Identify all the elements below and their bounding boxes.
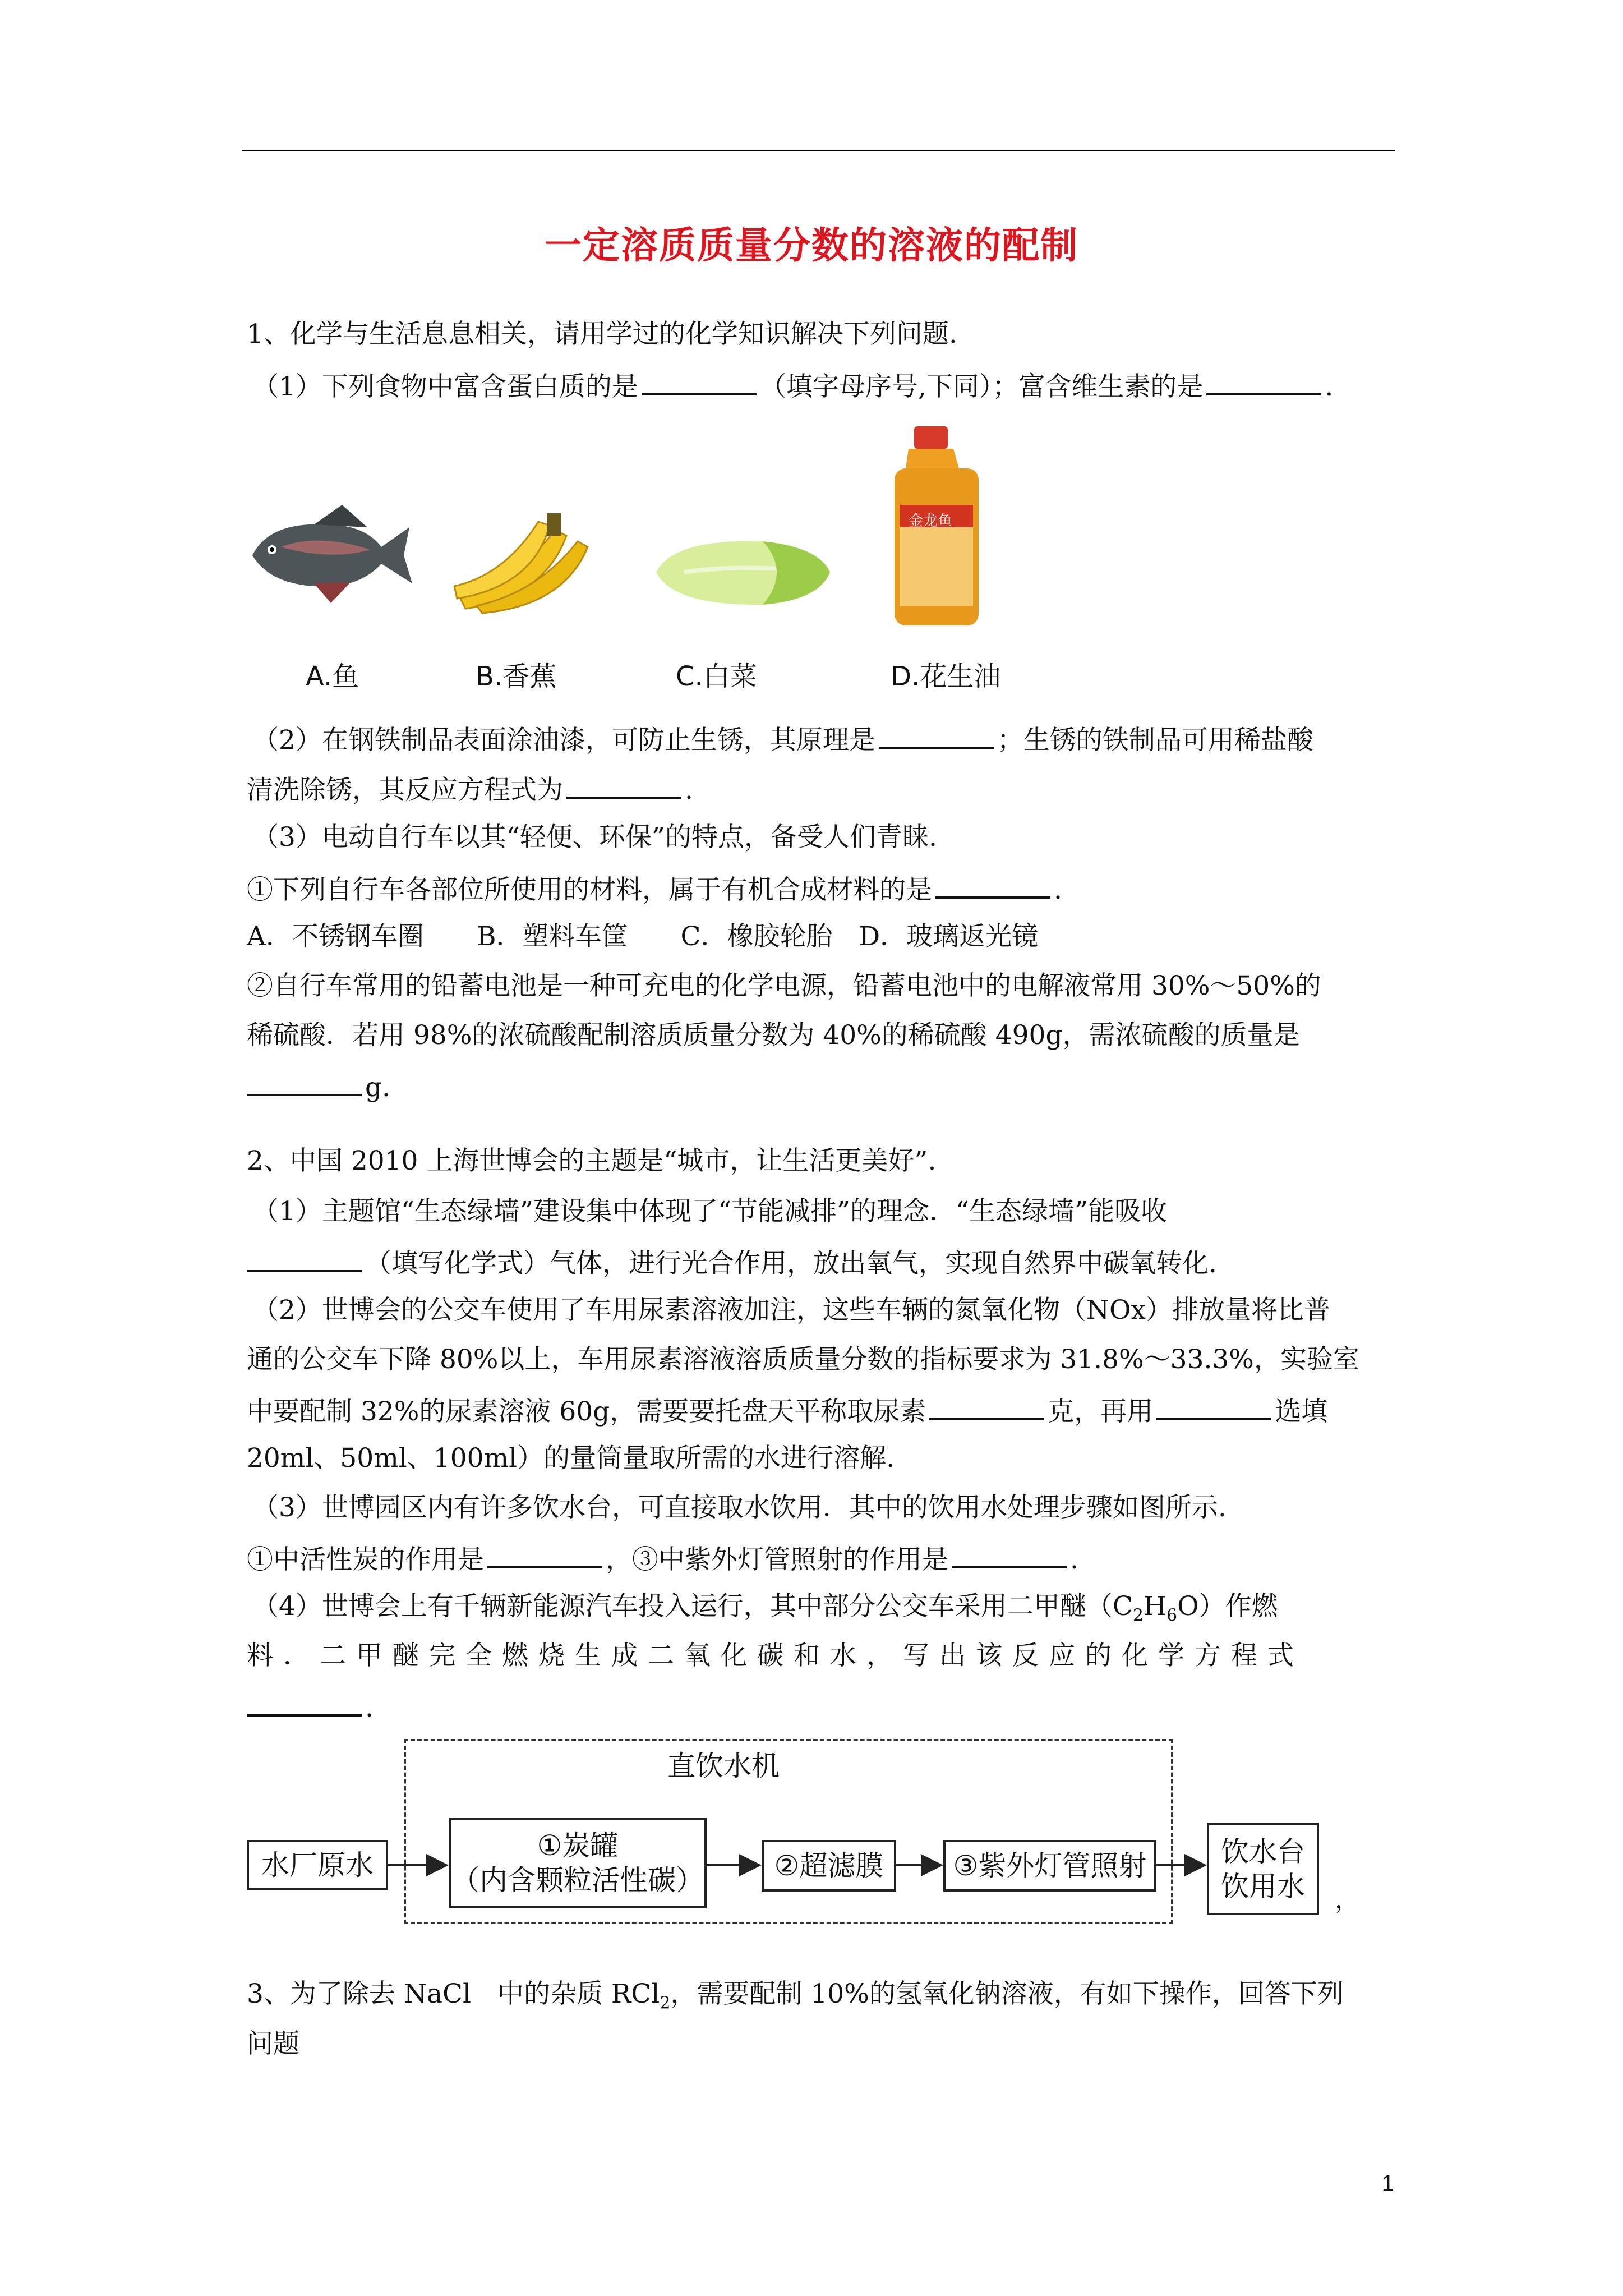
answer-blank xyxy=(566,771,681,799)
food-label-b: B.香蕉 xyxy=(476,661,557,692)
answer-blank xyxy=(247,1688,362,1717)
q2-part3-sub1: ①中活性炭的作用是 ，③中紫外灯管照射的作用是 . xyxy=(247,1540,1078,1577)
q1-intro: 1、化学与生活息息相关，请用学过的化学知识解决下列问题. xyxy=(247,319,957,349)
banana-image xyxy=(443,502,606,614)
food-label-c: C.白菜 xyxy=(676,661,757,692)
answer-blank xyxy=(929,1392,1044,1420)
q1-part2-line1: （2）在钢铁制品表面涂油漆，可防止生锈，其原理是 ；生锈的铁制品可用稀盐酸 xyxy=(252,721,1313,757)
q3-line2: 问题 xyxy=(247,2028,299,2059)
q2-intro: 2、中国 2010 上海世博会的主题是“城市，让生活更美好”. xyxy=(247,1145,937,1176)
answer-blank xyxy=(935,871,1050,899)
oil-brand-label: 金龙鱼 xyxy=(909,513,953,530)
q2-part3: （3）世博园区内有许多饮水台，可直接取水饮用．其中的饮用水处理步骤如图所示. xyxy=(252,1492,1227,1523)
q2-part4-line1: （4）世博会上有千辆新能源汽车投入运行，其中部分公交车采用二甲醚$(C_2H_6O)$作燃 xyxy=(252,1591,1278,1626)
drinking-fountain-box: 饮水台 饮用水 xyxy=(1207,1823,1319,1915)
food-label-a: A.鱼 xyxy=(306,661,359,692)
answer-blank xyxy=(642,367,757,395)
q2-part1-line1: （1）主题馆“生态绿墙”建设集中体现了“节能减排”的理念．“生态绿墙”能吸收 xyxy=(252,1196,1168,1227)
q1-part1: （1）下列食物中富含蛋白质的是 （填字母序号,下同）；富含维生素的是 . xyxy=(252,367,1333,404)
answer-blank xyxy=(952,1540,1067,1568)
q2-part1-line2: （填写化学式）气体，进行光合作用，放出氧气，实现自然界中碳氧转化. xyxy=(247,1244,1217,1281)
header-rule xyxy=(242,150,1395,151)
q1-part3-sub1: ①下列自行车各部位所使用的材料，属于有机合成材料的是 . xyxy=(247,871,1062,907)
answer-blank xyxy=(1156,1392,1271,1420)
q1-part3: （3）电动自行车以其“轻便、环保”的特点，备受人们青睐. xyxy=(252,822,937,853)
q2-part4-line3: . xyxy=(247,1688,374,1725)
q2-part2-line3: 中要配制 32%的尿素溶液 60g，需要要托盘天平称取尿素 克，再用 选填 xyxy=(247,1392,1327,1429)
q3-line1: 3、为了除去 NaCl 中的杂质 RCl$_2$，需要配制 10%的氢氧化钠溶液，有如下操作，回答下列 xyxy=(247,1978,1344,2013)
q2-part4-line2: 料．二甲醚完全燃烧生成二氧化碳和水，写出该反应的化学方程式 xyxy=(247,1640,1304,1671)
fish-image xyxy=(247,494,415,606)
q1-part3-sub2-line1: ②自行车常用的铅蓄电池是一种可充电的化学电源，铅蓄电池中的电解液常用 30%～50%的 xyxy=(247,970,1321,1001)
page-title: 一定溶质质量分数的溶液的配制 xyxy=(545,223,1078,267)
peanut-oil-image xyxy=(875,426,1004,628)
diagram-tail-punct: ， xyxy=(1335,1885,1359,1914)
q2-part2-line1: （2）世博会的公交车使用了车用尿素溶液加注，这些车辆的氮氧化物（NOx）排放量将比普 xyxy=(252,1295,1331,1326)
q1-options: A．不锈钢车圈 B．塑料车筐 C．橡胶轮胎 D．玻璃返光镜 xyxy=(247,921,1039,952)
answer-blank xyxy=(247,1068,362,1096)
group-label: 直饮水机 xyxy=(667,1750,780,1782)
answer-blank xyxy=(1206,367,1321,395)
page-number: 1 xyxy=(1381,2171,1394,2196)
q1-part3-sub2-line3: g. xyxy=(247,1068,390,1105)
q1-part3-sub2-line2: 稀硫酸．若用 98%的浓硫酸配制溶质质量分数为 40%的稀硫酸 490g，需浓硫酸的质量是 xyxy=(247,1020,1300,1051)
answer-blank xyxy=(487,1540,602,1568)
q1-part2-line2: 清洗除锈，其反应方程式为 . xyxy=(247,771,693,807)
answer-blank xyxy=(247,1244,362,1272)
source-box: 水厂原水 xyxy=(247,1840,388,1890)
carbon-tank-box: ①炭罐 （内含颗粒活性碳） xyxy=(449,1818,707,1908)
uv-lamp-box: ③紫外灯管照射 xyxy=(943,1840,1156,1892)
q2-part2-line2: 通的公交车下降 80%以上，车用尿素溶液溶质质量分数的指标要求为 31.8%～33.3%，实验室 xyxy=(247,1344,1359,1375)
cabbage-image xyxy=(651,533,836,611)
food-label-d: D.花生油 xyxy=(891,661,1001,692)
answer-blank xyxy=(879,721,994,749)
ultrafiltration-box: ②超滤膜 xyxy=(762,1840,896,1892)
q2-part2-line4: 20ml、50ml、100ml）的量筒量取所需的水进行溶解. xyxy=(247,1443,895,1474)
